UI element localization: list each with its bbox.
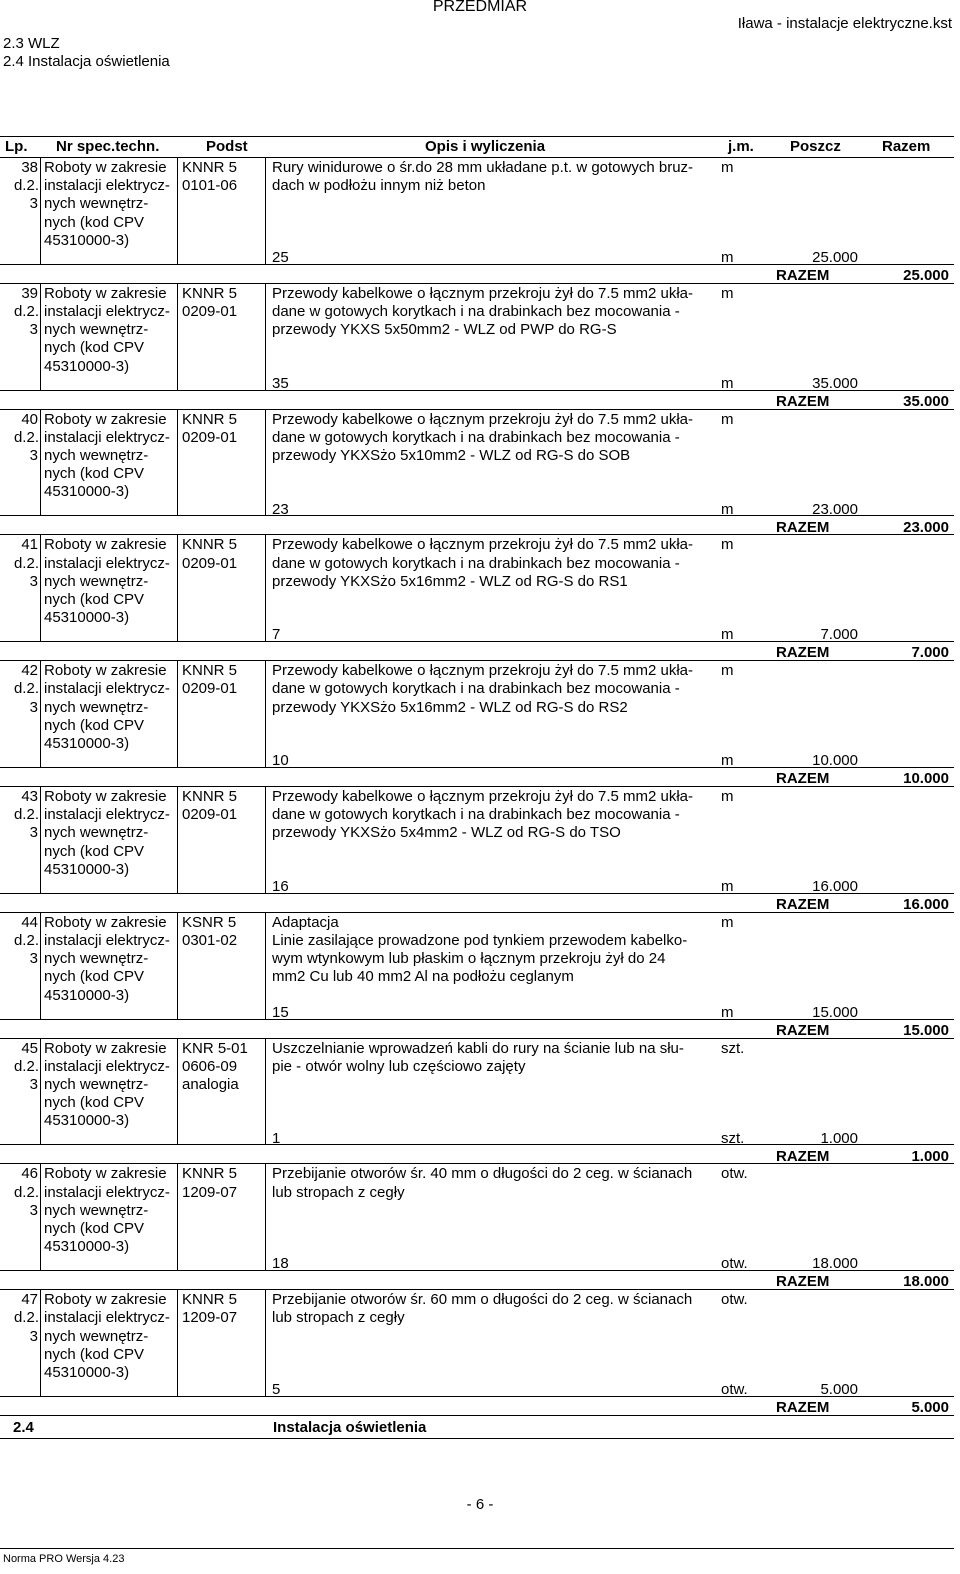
spec-text: nych (kod CPV [44,465,145,483]
total-value: 18.000 [903,1273,949,1291]
file-name: Iława - instalacje elektryczne.kst [737,15,952,32]
spec-text: Roboty w zakresie [44,536,167,554]
document-type-title: PRZEDMIAR [432,0,528,15]
description-line: mm2 Cu lub 40 mm2 Al na podłożu ceglanym [272,968,574,986]
description-line: Adaptacja [272,913,339,931]
total-label: RAZEM [776,770,830,788]
spec-text: 45310000-3) [44,357,130,375]
position-number: 40 [21,410,38,428]
table-row [0,534,955,660]
description-line: dane w gotowych korytkach i na drabinkach bez mocowania - [272,428,680,446]
spec-text: nych wewnętrz- [44,446,149,464]
total-label: RAZEM [776,1399,830,1417]
basis-code: KNNR 5 [182,1165,238,1183]
spec-prefix: d.2. [13,931,39,949]
spec-prefix: 3 [29,950,38,968]
description-line: przewody YKXSżo 5x16mm2 - WLZ od RG-S do RS1 [272,572,628,590]
total-value: 5.000 [911,1399,949,1417]
spec-text: instalacji elektrycz- [44,1057,170,1075]
spec-text: Roboty w zakresie [44,1039,167,1057]
description-line: dane w gotowych korytkach i na drabinkach bez mocowania - [272,806,680,824]
basis-code: KNNR 5 [182,410,238,428]
total-separator [0,515,954,516]
spec-text: Roboty w zakresie [44,284,167,302]
spec-text: instalacji elektrycz- [44,177,170,195]
spec-text: Roboty w zakresie [44,159,167,176]
basis-code: 0101-06 [182,177,238,195]
position-number: 45 [21,1039,38,1057]
total-separator [0,1396,954,1397]
partial-quantity: 15.000 [812,1003,858,1021]
description-line: przewody YKXS 5x50mm2 - WLZ od PWP do RG-S [272,321,617,339]
spec-text: nych wewnętrz- [44,698,149,716]
column-divider [177,409,178,516]
basis-code: 0209-01 [182,554,238,572]
description-line: Przewody kabelkowe o łącznym przekroju żył do 7.5 mm2 ukła- [272,788,694,805]
partial-quantity: 5.000 [820,1381,858,1399]
total-label: RAZEM [776,1147,830,1165]
spec-prefix: 3 [29,321,38,339]
basis-code: KSNR 5 [182,913,237,931]
spec-prefix: d.2. [13,302,39,320]
total-value: 1.000 [911,1147,949,1165]
total-value: 35.000 [903,392,949,410]
column-divider [40,660,41,767]
section-line-2: 2.4 Instalacja oświetlenia [3,53,170,70]
spec-prefix: 3 [29,1075,38,1093]
position-number: 46 [21,1165,38,1183]
column-divider [265,1289,266,1396]
basis-code: KNNR 5 [182,662,238,680]
column-divider [265,912,266,1019]
spec-text: instalacji elektrycz- [44,1183,170,1201]
column-poszcz: Poszcz [790,138,841,155]
spec-prefix: 3 [29,572,38,590]
spec-text: nych wewnętrz- [44,1201,149,1219]
column-divider [177,1038,178,1145]
description-line: przewody YKXSżo 5x4mm2 - WLZ od RG-S do TSO [272,824,621,842]
spec-text: nych wewnętrz- [44,195,149,213]
column-divider [40,1038,41,1145]
table-row [0,1289,955,1415]
unit: m [721,410,734,428]
partial-quantity: 18.000 [812,1255,858,1273]
total-label: RAZEM [776,896,830,913]
total-label: RAZEM [776,392,830,410]
unit: otw. [721,1165,748,1183]
basis-code: 0209-01 [182,428,238,446]
spec-text: nych (kod CPV [44,1219,145,1237]
column-divider [265,534,266,641]
unit: m [721,913,734,931]
total-separator [0,767,954,768]
column-divider [177,157,178,264]
description-line: wym wtynkowym lub płaskim o łącznym przekroju żył do 24 [272,950,666,968]
spec-text: instalacji elektrycz- [44,806,170,824]
position-number: 39 [21,284,38,302]
basis-code: KNNR 5 [182,1291,238,1309]
quantity-unit: otw. [721,1255,748,1273]
description-line: Przewody kabelkowe o łącznym przekroju żył do 7.5 mm2 ukła- [272,410,694,428]
column-jm: j.m. [728,138,754,155]
partial-quantity: 25.000 [812,249,858,266]
spec-text: instalacji elektrycz- [44,302,170,320]
column-divider [265,1163,266,1270]
partial-quantity: 1.000 [820,1129,858,1147]
column-divider [265,786,266,893]
section-bottom-line [0,1438,954,1439]
column-divider [40,157,41,264]
total-separator [0,390,954,391]
column-divider [177,1163,178,1270]
total-value: 15.000 [903,1021,949,1039]
basis-code: 0301-02 [182,931,238,949]
page-number: - 6 - [466,1496,494,1513]
section-title: Instalacja oświetlenia [273,1419,427,1436]
basis-code: 0209-01 [182,302,238,320]
spec-text: nych (kod CPV [44,1094,145,1112]
spec-text: Roboty w zakresie [44,913,167,931]
spec-text: instalacji elektrycz- [44,428,170,446]
description-line: Przewody kabelkowe o łącznym przekroju żył do 7.5 mm2 ukła- [272,662,694,680]
total-separator [0,1270,954,1271]
total-label: RAZEM [776,267,830,284]
spec-prefix: d.2. [13,680,39,698]
unit: otw. [721,1291,748,1309]
position-number: 43 [21,788,38,805]
description-line: dane w gotowych korytkach i na drabinkach bez mocowania - [272,680,680,698]
table-row [0,1163,955,1289]
position-number: 44 [21,913,38,931]
spec-text: instalacji elektrycz- [44,554,170,572]
spec-text: nych wewnętrz- [44,572,149,590]
quantity-unit: m [721,878,734,895]
spec-text: instalacji elektrycz- [44,1309,170,1327]
total-separator [0,641,954,642]
spec-text: Roboty w zakresie [44,788,167,805]
basis-code: KNR 5-01 [182,1039,248,1057]
basis-code: 1209-07 [182,1183,238,1201]
spec-prefix: 3 [29,698,38,716]
quantity-expression: 23 [272,500,289,518]
table-row [0,660,955,786]
total-value: 10.000 [903,770,949,788]
section-line-1: 2.3 WLZ [3,35,60,52]
table-row [0,157,955,283]
partial-quantity: 35.000 [812,374,858,392]
spec-prefix: 3 [29,1327,38,1345]
quantity-expression: 10 [272,752,289,770]
spec-prefix: d.2. [13,177,39,195]
spec-text: Roboty w zakresie [44,410,167,428]
column-divider [265,409,266,516]
spec-text: nych (kod CPV [44,339,145,357]
spec-text: 45310000-3) [44,986,130,1004]
spec-prefix: 3 [29,195,38,213]
software-version: Norma PRO Wersja 4.23 [3,1553,125,1565]
spec-text: nych wewnętrz- [44,321,149,339]
table-row [0,1038,955,1164]
unit: m [721,536,734,554]
quantity-unit: m [721,249,734,266]
basis-code: 1209-07 [182,1309,238,1327]
description-line: przewody YKXSżo 5x10mm2 - WLZ od RG-S do SOB [272,446,631,464]
spec-text: nych wewnętrz- [44,950,149,968]
description-line: lub stropach z cegły [272,1309,405,1327]
spec-prefix: 3 [29,1201,38,1219]
spec-prefix: d.2. [13,1309,39,1327]
spec-prefix: 3 [29,824,38,842]
position-number: 42 [21,662,38,680]
quantity-unit: szt. [721,1129,745,1147]
description-line: dach w podłożu innym niż beton [272,177,486,195]
column-razem: Razem [882,138,931,155]
total-label: RAZEM [776,1021,830,1039]
table-row [0,283,955,409]
quantity-unit: m [721,374,734,392]
column-divider [265,157,266,264]
table-row [0,912,955,1038]
description-line: dane w gotowych korytkach i na drabinkach bez mocowania - [272,554,680,572]
spec-text: 45310000-3) [44,734,130,752]
spec-text: nych (kod CPV [44,842,145,860]
quantity-expression: 25 [272,249,289,266]
column-divider [177,1289,178,1396]
quantity-expression: 5 [272,1381,281,1399]
column-divider [265,283,266,390]
column-divider [177,283,178,390]
column-header-top-line [0,136,954,137]
unit: m [721,284,734,302]
column-podst: Podst [206,138,248,155]
quantity-expression: 7 [272,626,281,644]
total-separator [0,1144,954,1145]
quantity-unit: m [721,752,734,770]
basis-code: KNNR 5 [182,284,238,302]
total-label: RAZEM [776,1273,830,1291]
spec-text: nych (kod CPV [44,1345,145,1363]
basis-code: 0209-01 [182,680,238,698]
spec-prefix: d.2. [13,1057,39,1075]
position-number: 41 [21,536,38,554]
spec-prefix: d.2. [13,554,39,572]
column-divider [265,660,266,767]
description-line: Uszczelnianie wprowadzeń kabli do rury na ścianie lub na słu- [272,1039,684,1057]
description-line: Przewody kabelkowe o łącznym przekroju żył do 7.5 mm2 ukła- [272,284,694,302]
quantity-unit: otw. [721,1381,748,1399]
column-divider [40,912,41,1019]
total-value: 25.000 [903,267,949,284]
description-line: pie - otwór wolny lub częściowo zajęty [272,1057,526,1075]
column-divider [40,1289,41,1396]
spec-text: Roboty w zakresie [44,1165,167,1183]
total-label: RAZEM [776,518,830,536]
column-lp: Lp. [5,138,28,155]
total-value: 23.000 [903,518,949,536]
section-number: 2.4 [13,1419,34,1436]
unit: m [721,788,734,805]
spec-text: instalacji elektrycz- [44,931,170,949]
unit: szt. [721,1039,745,1057]
basis-code: 0606-09 [182,1057,238,1075]
basis-code: KNNR 5 [182,159,238,176]
spec-text: instalacji elektrycz- [44,680,170,698]
partial-quantity: 7.000 [820,626,858,644]
spec-prefix: 3 [29,446,38,464]
description-line: Przebijanie otworów śr. 60 mm o długości do 2 ceg. w ścianach [272,1291,693,1309]
column-divider [40,786,41,893]
quantity-unit: m [721,626,734,644]
column-divider [177,534,178,641]
spec-text: 45310000-3) [44,860,130,878]
quantity-expression: 15 [272,1003,289,1021]
column-divider [177,660,178,767]
partial-quantity: 16.000 [812,878,858,895]
section-list [3,35,170,71]
partial-quantity: 23.000 [812,500,858,518]
quantity-expression: 16 [272,878,289,895]
spec-text: Roboty w zakresie [44,662,167,680]
total-label: RAZEM [776,644,830,662]
total-value: 16.000 [903,896,949,913]
position-number: 38 [21,159,38,176]
spec-text: nych (kod CPV [44,968,145,986]
column-divider [265,1038,266,1145]
quantity-unit: m [721,1003,734,1021]
total-separator [0,264,954,265]
column-divider [177,786,178,893]
description-line: Przewody kabelkowe o łącznym przekroju żył do 7.5 mm2 ukła- [272,536,694,554]
description-line: Rury winidurowe o śr.do 28 mm układane p.t. w gotowych bruz- [272,159,694,176]
basis-code: KNNR 5 [182,788,238,805]
column-divider [40,534,41,641]
spec-text: 45310000-3) [44,609,130,627]
column-opis: Opis i wyliczenia [425,138,546,155]
column-divider [40,283,41,390]
quantity-expression: 18 [272,1255,289,1273]
column-divider [40,1163,41,1270]
table-row [0,409,955,535]
spec-text: nych wewnętrz- [44,824,149,842]
basis-code: analogia [182,1075,239,1093]
quantity-expression: 1 [272,1129,281,1147]
spec-text: 45310000-3) [44,231,130,249]
position-number: 47 [21,1291,38,1309]
spec-text: 45310000-3) [44,1112,130,1130]
quantity-expression: 35 [272,374,289,392]
spec-text: 45310000-3) [44,1363,130,1381]
row-separator [0,1415,954,1416]
quantity-unit: m [721,500,734,518]
total-separator [0,893,954,894]
spec-text: nych wewnętrz- [44,1327,149,1345]
spec-text: nych wewnętrz- [44,1075,149,1093]
spec-prefix: d.2. [13,428,39,446]
unit: m [721,662,734,680]
total-value: 7.000 [911,644,949,662]
table-row [0,786,955,912]
unit: m [721,159,734,176]
description-line: Linie zasilające prowadzone pod tynkiem przewodem kabelko- [272,931,688,949]
spec-text: 45310000-3) [44,483,130,501]
basis-code: 0209-01 [182,806,238,824]
spec-prefix: d.2. [13,1183,39,1201]
description-line: lub stropach z cegły [272,1183,405,1201]
spec-text: nych (kod CPV [44,716,145,734]
spec-text: nych (kod CPV [44,213,145,231]
spec-prefix: d.2. [13,806,39,824]
basis-code: KNNR 5 [182,536,238,554]
spec-text: Roboty w zakresie [44,1291,167,1309]
spec-text: nych (kod CPV [44,590,145,608]
partial-quantity: 10.000 [812,752,858,770]
column-divider [177,912,178,1019]
column-nr-spec: Nr spec.techn. [56,138,160,155]
description-line: Przebijanie otworów śr. 40 mm o długości do 2 ceg. w ścianach [272,1165,693,1183]
footer-line [0,1548,954,1549]
column-divider [40,409,41,516]
description-line: przewody YKXSżo 5x16mm2 - WLZ od RG-S do RS2 [272,698,628,716]
total-separator [0,1019,954,1020]
description-line: dane w gotowych korytkach i na drabinkach bez mocowania - [272,302,680,320]
spec-text: 45310000-3) [44,1238,130,1256]
